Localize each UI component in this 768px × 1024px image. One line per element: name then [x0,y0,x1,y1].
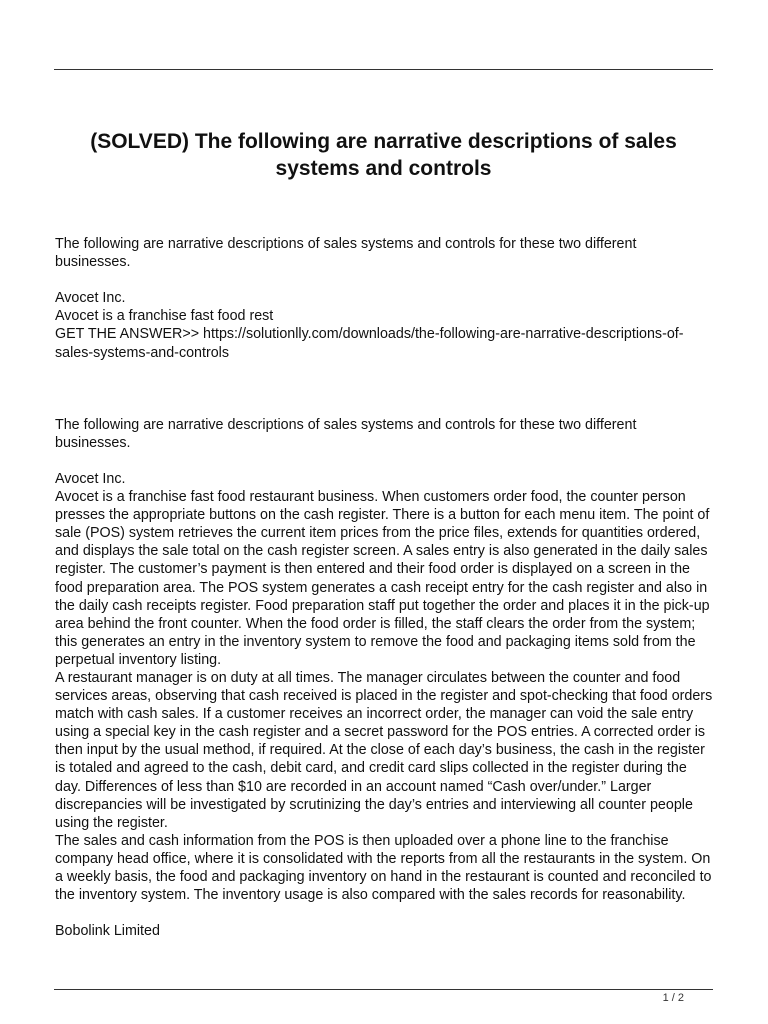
body-intro-paragraph: The following are narrative descriptions of sales systems and controls for these two different businesses. [55,416,637,451]
document-content [55,235,715,940]
answer-link[interactable]: GET THE ANSWER>> https://solutionlly.com/downloads/the-following-are-narrative-descriptions-of-sales-systems-and-controls [55,326,684,361]
page-number: 1 / 2 [662,992,684,1004]
body-company-name: Avocet Inc. [55,470,126,487]
intro-teaser: Avocet is a franchise fast food rest [55,308,274,325]
header-rule [54,69,713,70]
body-paragraph-1: Avocet is a franchise fast food restaurant business. When customers order food, the counter person presses the appropriate buttons on the cash register. There is a button for each menu item. The point of sale (POS) system retrieves the current item prices from the price files, extends for quantities ordered, and displays the sale total on the cash register screen. A sales entry is also generated in the daily sales register. The customer’s payment is then entered and their food order is displayed on a screen in the food preparation area. The POS system generates a cash receipt entry for the cash register and also in the daily cash receipts register. Food preparation staff put together the order and places it in the pick-up area behind the front counter. When the food order is filled, the staff clears the order from the system; this generates an entry in the inventory system to remove the food and packaging items sold from the perpetual inventory listing. [55,489,710,668]
body-paragraph-2: A restaurant manager is on duty at all times. The manager circulates between the counter and food services areas, observing that cash received is placed in the register and spot-checking that food orders match with cash sales. If a customer receives an incorrect order, the manager can void the sale entry using a special key in the cash register and a secret password for the POS entries. A corrected order is then input by the usual method, if required. At the close of each day’s business, the cash in the register is totaled and agreed to the cash, debit card, and credit card slips collected in the register during the day. Differences of less than $10 are recorded in an account named “Cash over/under.” Larger discrepancies will be investigated by scrutinizing the day’s entries and interviewing all counter people using the register. [55,669,713,831]
intro-paragraph: The following are narrative descriptions of sales systems and controls for these two different businesses. [55,236,637,271]
footer-rule [54,989,713,990]
second-company-name: Bobolink Limited [55,923,160,940]
document-title: (SOLVED) The following are narrative descriptions of sales systems and controls [90,130,677,180]
intro-company-name: Avocet Inc. [55,290,126,307]
body-paragraph-3: The sales and cash information from the POS is then uploaded over a phone line to the franchise company head office, where it is consolidated with the reports from all the restaurants in the system. On a weekly basis, the food and packaging inventory on hand in the restaurant is counted and reconciled to the inventory system. The inventory usage is also compared with the sales records for reasonability. [55,832,712,904]
